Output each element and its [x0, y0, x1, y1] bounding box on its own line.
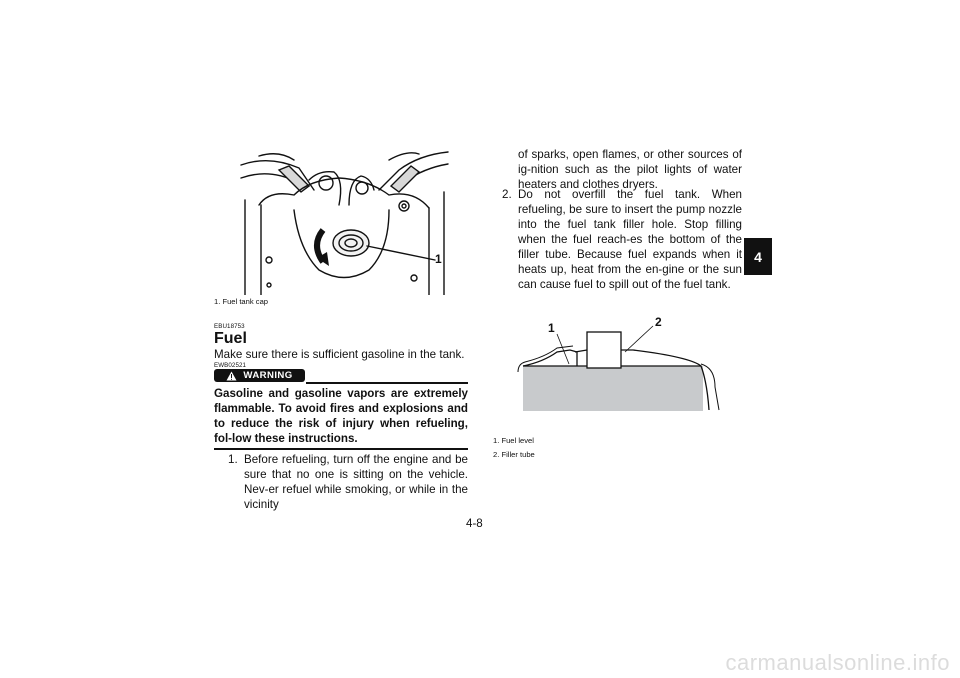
warning-text: Gasoline and gasoline vapors are extremely flammable. To avoid fires and explosions and to reduce the risk of injury when refueling, fol-low these instructions. — [214, 387, 468, 445]
step-2-number: 2. — [502, 188, 512, 201]
chapter-tab-number: 4 — [754, 248, 762, 265]
figure2-caption-2: 2. Filler tube — [493, 450, 535, 459]
section-heading: Fuel — [214, 330, 247, 347]
watermark: carmanualsonline.info — [725, 650, 950, 675]
figure2-callout-2: 2 — [655, 315, 662, 329]
figure2-callout-1: 1 — [548, 321, 555, 335]
section-code: EBU18753 — [214, 323, 245, 330]
warning-bottom-rule — [214, 448, 468, 450]
filler-tube-illustration — [515, 312, 725, 416]
step-1-continuation: of sparks, open flames, or other sources of ig-nition such as the pilot lights of water heaters and clothes dryers. — [518, 148, 742, 191]
page-number: 4-8 — [466, 517, 483, 530]
warning-label: WARNING — [243, 370, 293, 381]
figure2-caption-1: 1. Fuel level — [493, 436, 534, 445]
figure1-caption: 1. Fuel tank cap — [214, 297, 269, 306]
warning-triangle-icon — [226, 371, 237, 381]
step-1-number: 1. — [228, 453, 238, 466]
step-2 — [502, 187, 742, 292]
warning-top-rule — [306, 382, 468, 384]
figure1-callout: 1 — [435, 252, 442, 266]
step-2-text: Do not overfill the fuel tank. When refueling, be sure to insert the pump nozzle into the fuel tank filler hole. Stop filling when the fuel reach-es the bottom of the filler tube. Because fuel expands when it heats up, heat from the en-gine or the sun can cause fuel to spill out of the fuel tank. — [518, 188, 742, 291]
warning-badge — [214, 369, 305, 382]
section-intro: Make sure there is sufficient gasoline in the tank. — [214, 348, 465, 361]
fuel-tank-cap-illustration — [239, 150, 450, 295]
step-1-text: Before refueling, turn off the engine and be sure that no one is sitting on the vehicle. Nev-er refuel while smoking, or while in the vicinity — [244, 453, 468, 511]
chapter-tab — [744, 238, 772, 275]
warning-code: EWB02521 — [214, 362, 247, 369]
step-1 — [228, 452, 468, 512]
